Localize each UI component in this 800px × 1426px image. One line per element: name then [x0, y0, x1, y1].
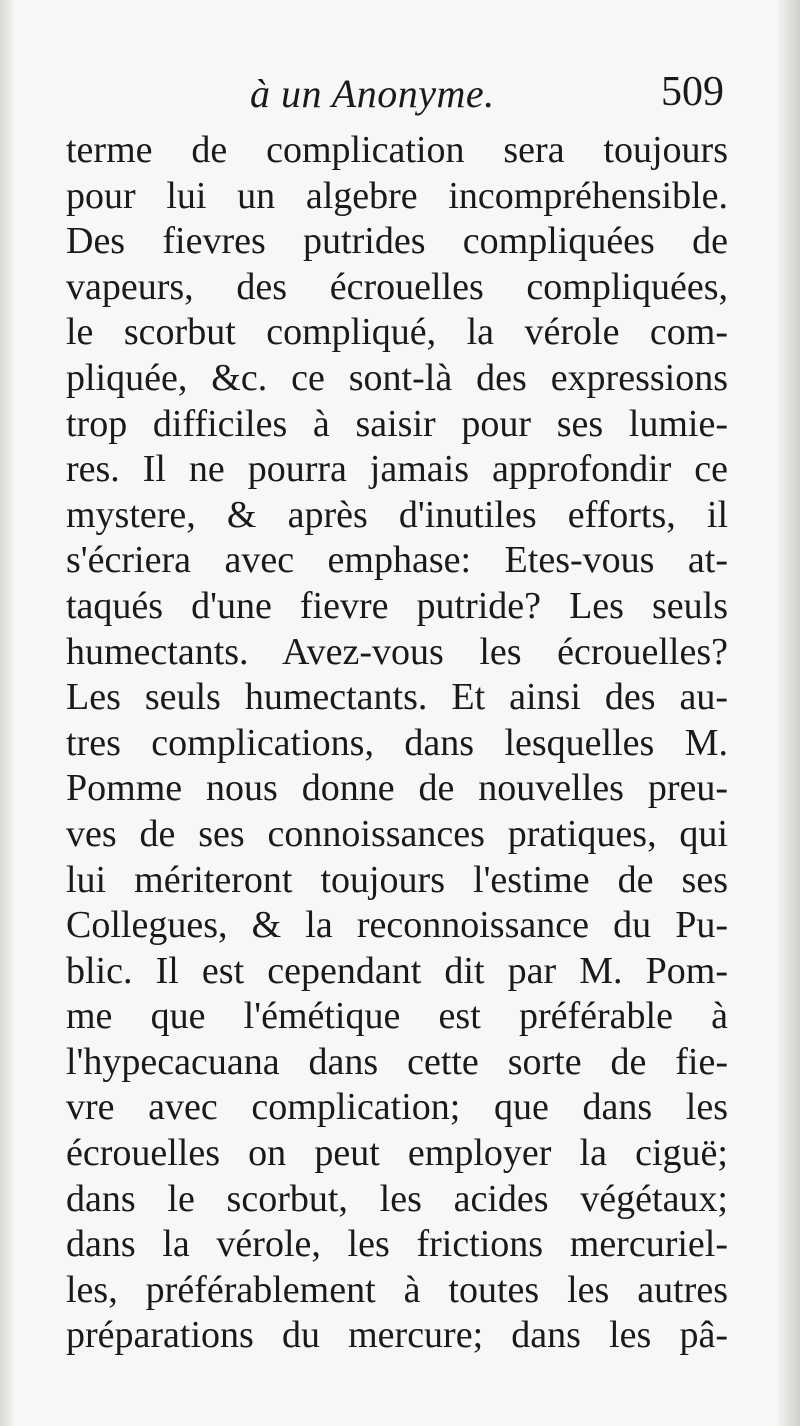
page-left-edge-shadow: [0, 0, 14, 1426]
text-line: Pomme nous donne de nouvelles preu-: [66, 767, 728, 810]
text-line: humectants. Avez-vous les écrouelles?: [66, 630, 728, 673]
text-line: me que l'émétique est préférable à: [66, 995, 728, 1038]
text-line: blic. Il est cependant dit par M. Pom-: [66, 949, 728, 992]
text-line: le scorbut compliqué, la vérole com-: [66, 311, 728, 354]
text-line: l'hypecacuana dans cette sorte de fie-: [66, 1040, 728, 1083]
text-line: les, préférablement à toutes les autres: [66, 1268, 728, 1311]
text-line: mystere, & après d'inutiles efforts, il: [66, 493, 728, 536]
text-line: vre avec complication; que dans les: [66, 1086, 728, 1129]
text-line: pliquée, &c. ce sont-là des expressions: [66, 356, 728, 399]
text-line: écrouelles on peut employer la ciguë;: [66, 1132, 728, 1175]
text-line: Les seuls humectants. Et ainsi des au-: [66, 676, 728, 719]
text-line: Des fievres putrides compliquées de: [66, 220, 728, 263]
page-right-edge-shadow: [778, 0, 800, 1426]
text-line: pour lui un algebre incompréhensible.: [66, 174, 728, 217]
text-line: ves de ses connoissances pratiques, qui: [66, 812, 728, 855]
text-line: préparations du mercure; dans les pâ-: [66, 1314, 728, 1357]
text-line: tres complications, dans lesquelles M.: [66, 721, 728, 764]
text-line: trop difficiles à saisir pour ses lumie-: [66, 402, 728, 445]
text-line: terme de complication sera toujours: [66, 129, 728, 171]
text-line: dans le scorbut, les acides végétaux;: [66, 1177, 728, 1220]
page-header: [60, 64, 730, 124]
text-line: vapeurs, des écrouelles compliquées,: [66, 265, 728, 308]
page-number: 509: [661, 69, 724, 115]
text-line: Collegues, & la reconnoissance du Pu-: [66, 904, 728, 947]
text-line: lui mériteront toujours l'estime de ses: [66, 858, 728, 901]
text-line: taqués d'une fievre putride? Les seuls: [66, 584, 728, 627]
body-text: [66, 128, 728, 1359]
text-line: dans la vérole, les frictions mercuriel-: [66, 1223, 728, 1266]
running-head: à un Anonyme.: [250, 71, 495, 116]
text-line: res. Il ne pourra jamais approfondir ce: [66, 448, 728, 491]
text-line: s'écriera avec emphase: Etes-vous at-: [66, 539, 728, 582]
